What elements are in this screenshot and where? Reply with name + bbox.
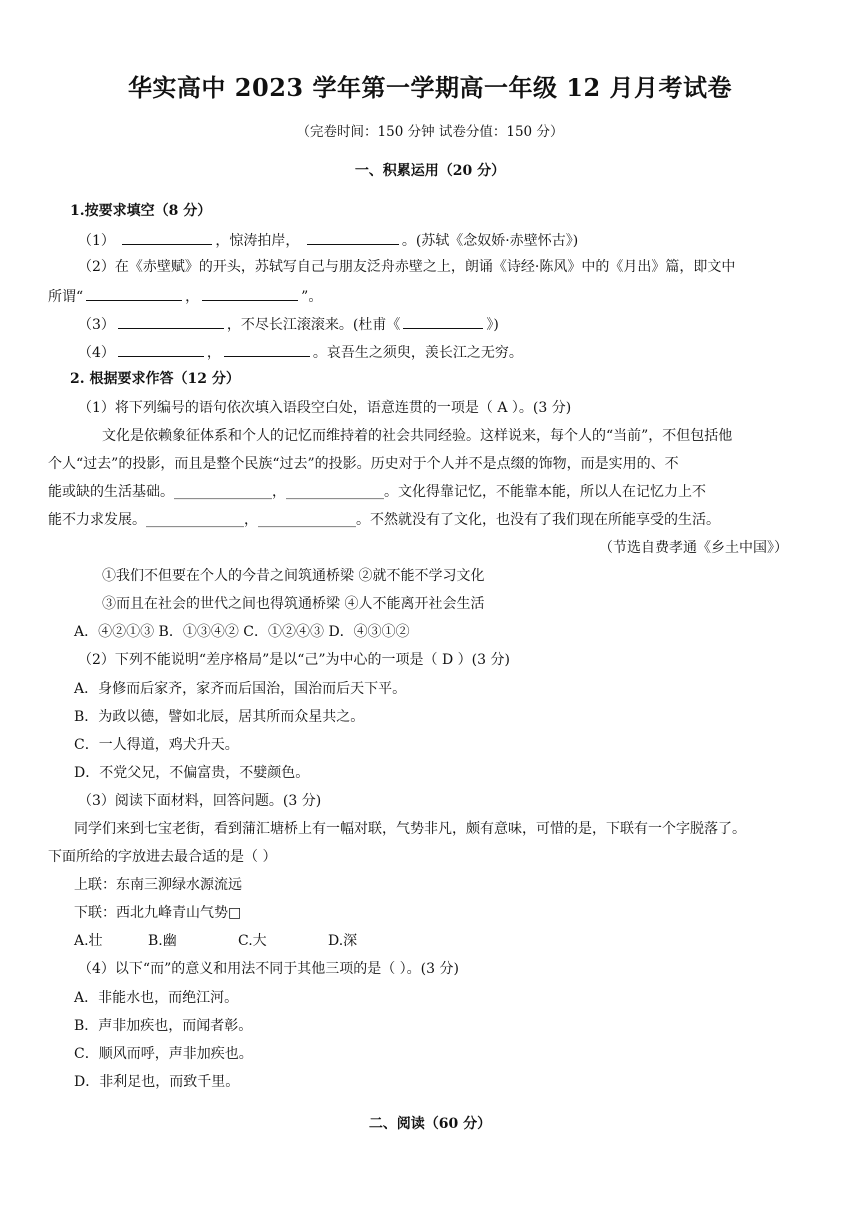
fill-blank[interactable] <box>403 312 483 329</box>
passage-line: 能不力求发展。______________，______________。不然就没有了文化，也没有了我们现在所能享受的生活。 <box>48 512 720 528</box>
material-text: 下面所给的字放进去最合适的是（ ） <box>48 849 277 865</box>
q2-sub-2: （2）下列不能说明“差序格局”是以“己”为中心的一项是（ D ）(3 分) <box>78 652 510 668</box>
q2-sub-1: （1）将下列编号的语句依次填入语段空白处，语意连贯的一项是（ A ）。(3 分) <box>78 400 572 416</box>
q2-sub-3: （3）阅读下面材料，回答问题。(3 分) <box>78 793 322 809</box>
fill-blank[interactable] <box>202 284 298 301</box>
section-heading-1: 一、积累运用（20 分） <box>354 163 506 179</box>
page-title: 华实高中 2023 学年第一学期高一年级 12 月月考试卷 <box>127 73 733 102</box>
passage-source: （节选自费孝通《乡土中国》） <box>599 540 788 556</box>
sentence-options: ①我们不但要在个人的今昔之间筑通桥梁 ②就不能不学习文化 <box>102 568 485 584</box>
choice-d: D．非利足也，而致千里。 <box>74 1074 240 1090</box>
passage-line: 能或缺的生活基础。______________，______________。文化得靠记忆，不能靠本能，所以人在记忆力上不 <box>48 484 706 500</box>
question-2-heading: 2. 根据要求作答（12 分） <box>70 371 240 387</box>
fill-blank[interactable] <box>118 312 224 329</box>
material-text: 同学们来到七宝老街，看到蒲汇塘桥上有一幅对联，气势非凡，颇有意味，可惜的是，下联有一个字脱落了。 <box>74 821 746 837</box>
choice-a: A．身修而后家齐，家齐而后国治，国治而后天下平。 <box>74 681 407 697</box>
question-1-heading: 1.按要求填空（8 分） <box>70 203 212 219</box>
couplet-upper: 上联：东南三泖绿水源流远 <box>74 877 242 893</box>
q1-line-5: （4） ， 。哀吾生之须臾，羡长江之无穷。 <box>78 340 523 362</box>
q1-line-4: （3） ，不尽长江滚滚来。(杜甫《 》) <box>78 312 499 334</box>
section-heading-2: 二、阅读（60 分） <box>368 1116 492 1132</box>
q1-line-3: 所谓“ ， ”。 <box>48 284 322 306</box>
char-choice-a: A.壮 <box>74 933 103 949</box>
choice-c: C．一人得道，鸡犬升天。 <box>74 737 239 753</box>
q1-line-2: （2）在《赤壁赋》的开头，苏轼写自己与朋友泛舟赤壁之上，朗诵《诗经·陈风》中的《月出》篇，即文中 <box>78 259 736 275</box>
choice-d: D．不党父兄，不偏富贵，不嬖颜色。 <box>74 765 310 781</box>
passage-line: 个人“过去”的投影，而且是整个民族“过去”的投影。历史对于个人并不是点缀的饰物，而是实用的、不 <box>48 456 679 472</box>
choice-b: B．声非加疾也，而闻者彰。 <box>74 1018 253 1034</box>
fill-blank[interactable] <box>118 340 204 357</box>
char-choice-b: B.幽 <box>148 933 177 949</box>
couplet-lower: 下联：西北九峰青山气势□ <box>74 905 242 921</box>
fill-blank[interactable] <box>86 284 182 301</box>
char-choice-c: C.大 <box>238 933 267 949</box>
fill-blank[interactable] <box>307 228 399 245</box>
choice-a: A．非能水也，而绝江河。 <box>74 990 239 1006</box>
q2-sub-4: （4）以下“而”的意义和用法不同于其他三项的是（ ）。(3 分) <box>78 961 459 977</box>
char-choice-d: D.深 <box>328 933 358 949</box>
fill-blank[interactable] <box>224 340 310 357</box>
choice-c: C．顺风而呼，声非加疾也。 <box>74 1046 253 1062</box>
fill-blank[interactable] <box>122 228 212 245</box>
exam-info: （完卷时间：150 分钟 试卷分值：150 分） <box>296 124 564 140</box>
sentence-options: ③而且在社会的世代之间也得筑通桥梁 ④人不能离开社会生活 <box>102 596 485 612</box>
answer-choices: A．④②①③ B．①③④② C．①②④③ D．④③①② <box>74 624 410 640</box>
passage-line: 文化是依赖象征体系和个人的记忆而维持着的社会共同经验。这样说来，每个人的“当前”，不但包括他 <box>102 428 733 444</box>
q1-line-1: （1） ，惊涛拍岸， 。(苏轼《念奴娇·赤壁怀古》) <box>78 228 578 250</box>
choice-b: B．为政以德，譬如北辰，居其所而众星共之。 <box>74 709 365 725</box>
